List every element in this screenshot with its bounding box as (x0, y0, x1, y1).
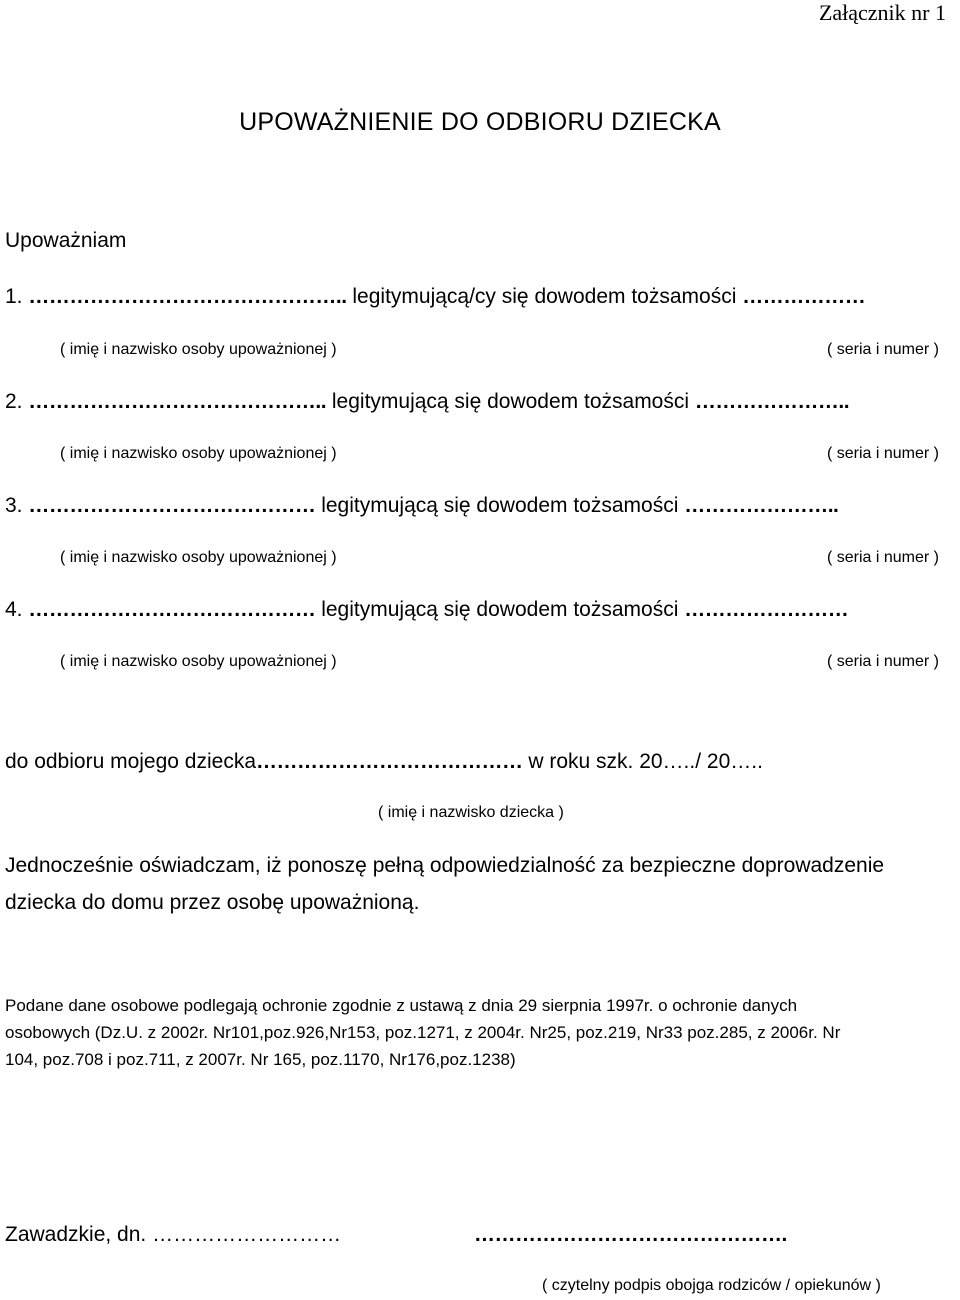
declaration-line-1: Jednocześnie oświadczam, iż ponoszę pełną odpowiedzialność za bezpieczne doprowadzenie (5, 854, 885, 877)
signature-caption: ( czytelny podpis obojga rodziców / opiekunów ) (542, 1277, 881, 1294)
id-field[interactable]: …………………… (684, 598, 849, 621)
name-caption: ( imię i nazwisko osoby upoważnionej ) (60, 653, 337, 670)
child-caption: ( imię i nazwisko dziecka ) (378, 804, 564, 821)
intro-text: Upoważniam (5, 229, 127, 252)
person-3-row (5, 493, 838, 518)
name-field[interactable]: …………………………………… (28, 494, 316, 517)
legal-note-line-3: 104, poz.708 i poz.711, z 2007r. Nr 165, poz.1170, Nr176,poz.1238) (5, 1050, 516, 1069)
person-number: 3. (5, 494, 23, 517)
name-field[interactable]: …………………………………… (28, 598, 316, 621)
document-title: UPOWAŻNIENIE DO ODBIORU DZIECKA (239, 108, 721, 136)
id-phrase: legitymującą się dowodem tożsamości (331, 390, 690, 413)
person-number: 1. (5, 285, 23, 308)
child-lead: do odbioru mojego dziecka (5, 750, 256, 773)
annex-label: Załącznik nr 1 (818, 0, 946, 25)
legal-note-line-1: Podane dane osobowe podlegają ochronie zgodnie z ustawą z dnia 29 sierpnia 1997r. o ochronie danych (5, 996, 798, 1015)
name-caption: ( imię i nazwisko osoby upoważnionej ) (60, 341, 337, 358)
place-date[interactable]: Zawadzkie, dn. ……………………… (5, 1223, 342, 1246)
legal-note-line-2: osobowych (Dz.U. z 2002r. Nr101,poz.926,Nr153, poz.1271, z 2004r. Nr25, poz.219, Nr33 poz.285, z 2006r. Nr (5, 1023, 841, 1042)
id-phrase: legitymującą się dowodem tożsamości (321, 598, 679, 621)
id-caption: ( seria i numer ) (826, 445, 939, 462)
id-phrase: legitymującą/cy się dowodem tożsamości (352, 285, 737, 308)
id-caption: ( seria i numer ) (826, 549, 939, 566)
person-number: 4. (5, 598, 23, 621)
id-field[interactable]: ……………… (742, 285, 866, 308)
id-caption: ( seria i numer ) (826, 341, 939, 358)
id-field[interactable]: ………………….. (694, 390, 850, 413)
declaration-line-2: dziecka do domu przez osobę upoważnioną. (5, 891, 420, 914)
name-field[interactable]: …………………………………….. (28, 390, 327, 413)
id-field[interactable]: ………………….. (684, 494, 839, 517)
id-phrase: legitymującą się dowodem tożsamości (321, 494, 679, 517)
id-caption: ( seria i numer ) (826, 653, 939, 670)
name-field[interactable]: ……………………………………….. (28, 285, 347, 308)
child-row (5, 749, 763, 774)
person-4-row (5, 597, 848, 622)
name-caption: ( imię i nazwisko osoby upoważnionej ) (60, 549, 337, 566)
school-year-label[interactable]: w roku szk. 20…../ 20….. (528, 750, 763, 773)
person-number: 2. (5, 390, 23, 413)
person-2-row (5, 389, 849, 414)
person-1-row (5, 284, 865, 309)
child-name-field[interactable]: ………………………………… (256, 750, 523, 773)
signature-field[interactable]: ………………………………………. (474, 1223, 787, 1246)
name-caption: ( imię i nazwisko osoby upoważnionej ) (60, 445, 337, 462)
